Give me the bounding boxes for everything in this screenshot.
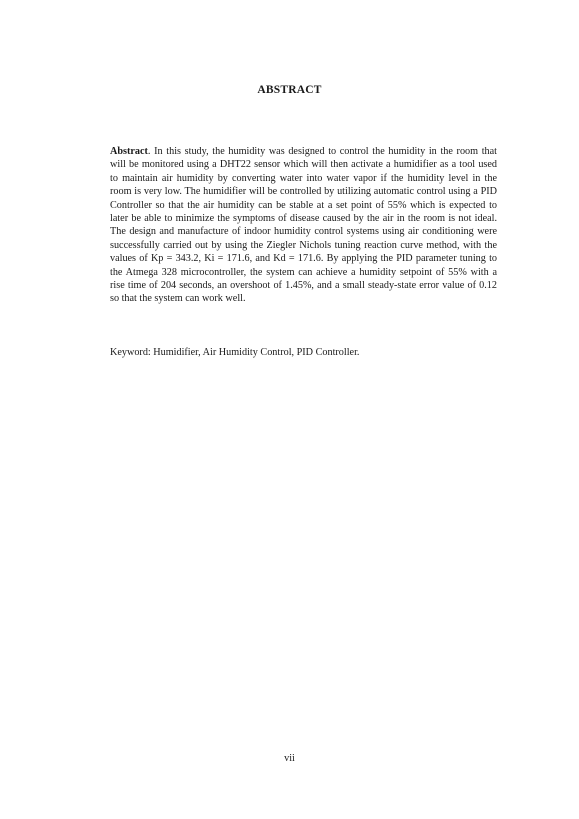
keywords-line: Keyword: Humidifier, Air Humidity Control, PID Controller. [110, 347, 360, 358]
page-title: ABSTRACT [257, 84, 322, 96]
abstract-text: In this study, the humidity was designed to control the humidity in the room that will be monitored using a DHT22 sensor which will then activate a humidifier as a tool used to maintain air humidity by converting water into water vapor if the humidity level in the room is very low. The humidifier will be controlled by utilizing automatic control using a PID Controller so that the air humidity can be stable at a set point of 55% which is expected to later be able to minimize the symptoms of disease caused by the air in the room is not ideal. The design and manufacture of indoor humidity control systems using air conditioning were successfully carried out by using the Ziegler Nichols tuning reaction curve method, with the values of Kp = 343.2, Ki = 171.6, and Kd = 171.6. By applying the PID parameter tuning to the Atmega 328 microcontroller, the system can achieve a humidity setpoint of 55% with a rise time of 204 seconds, an overshoot of 1.45%, and a small steady-state error value of 0.12 so that the system can work well. [110, 146, 497, 305]
abstract-lead-label: Abstract [110, 146, 148, 157]
abstract-lead-punct: . [147, 146, 151, 157]
abstract-paragraph [110, 145, 497, 306]
page-number: vii [284, 753, 295, 764]
